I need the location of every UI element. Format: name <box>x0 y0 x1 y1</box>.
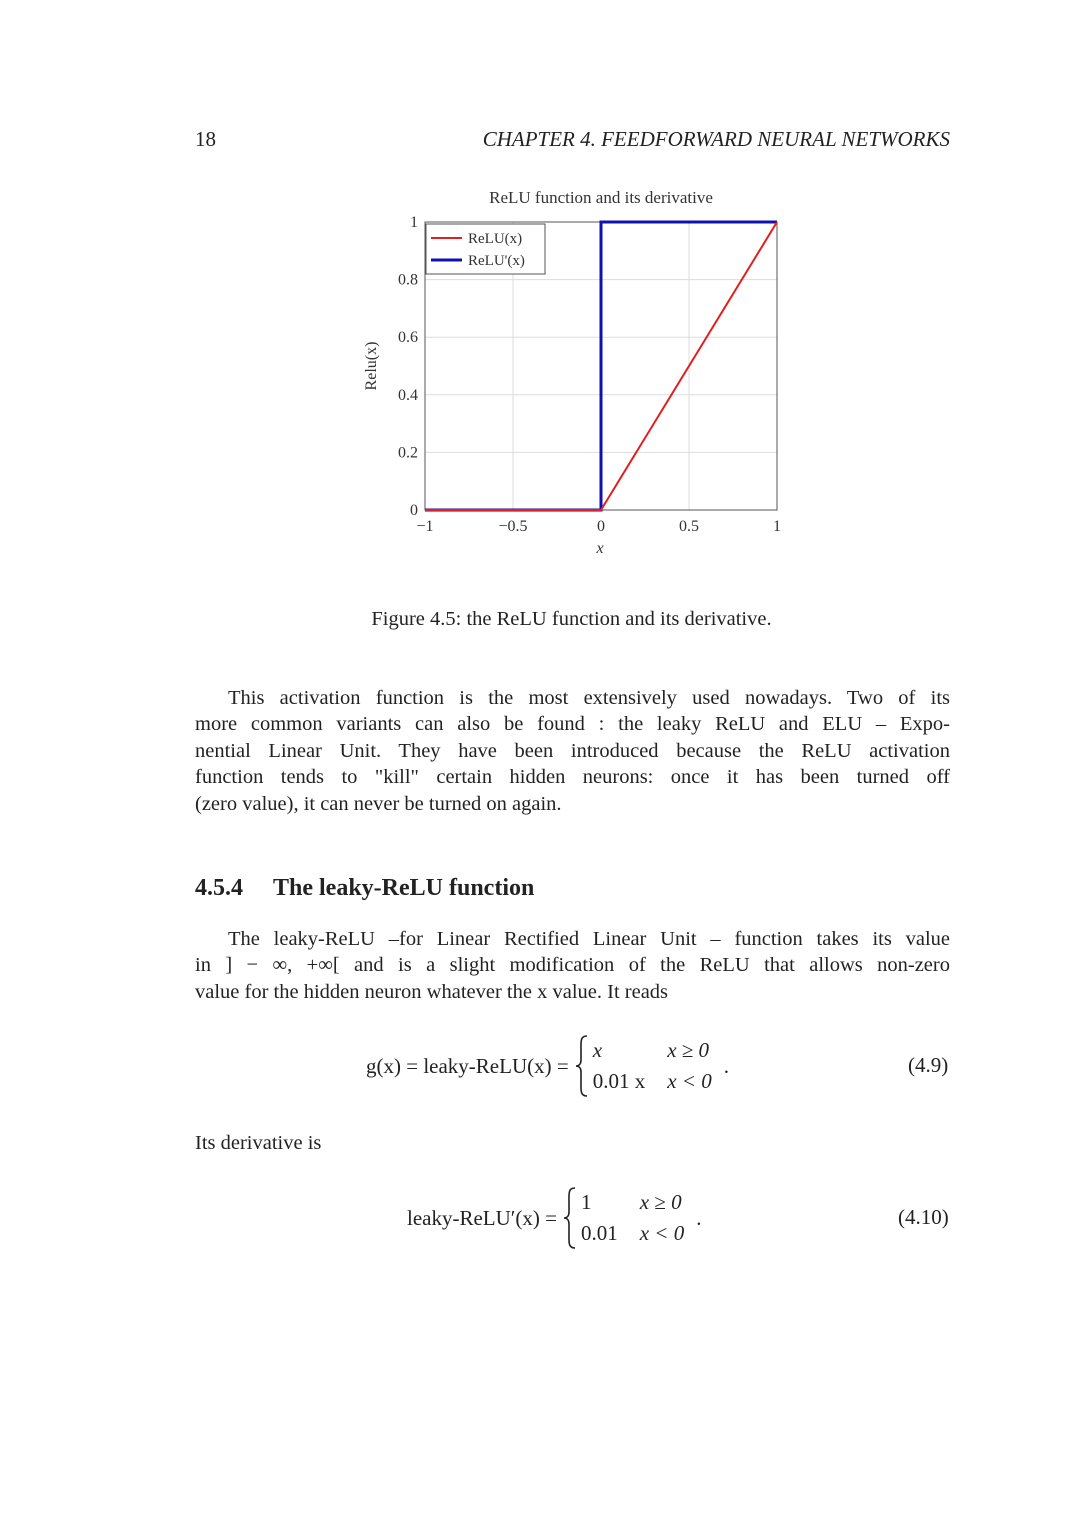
section-number: 4.5.4 <box>195 875 243 901</box>
text-line: in ] − ∞, +∞[ and is a slight modification of the ReLU that allows non-zero <box>195 954 950 977</box>
running-header: CHAPTER 4. FEEDFORWARD NEURAL NETWORKS <box>482 127 950 151</box>
text-line: This activation function is the most extensively used nowadays. Two of its <box>228 687 950 709</box>
equation-4-9 <box>366 1031 729 1101</box>
text-line: value for the hidden neuron whatever the x value. It reads <box>195 980 669 1003</box>
y-tick-label: 0.2 <box>398 444 418 462</box>
x-tick-label: 1 <box>773 518 781 535</box>
text-line: more common variants can also be found : the leaky ReLU and ELU – Expo- <box>195 713 950 736</box>
paragraph-relu-variants <box>195 685 950 817</box>
y-tick-label: 1 <box>410 214 418 231</box>
equation-4-10 <box>407 1183 701 1253</box>
legend-label: ReLU(x) <box>468 231 523 247</box>
y-tick-label: 0 <box>410 502 418 519</box>
y-tick-label: 0.8 <box>398 271 418 289</box>
equation-number: (4.9) <box>908 1053 949 1077</box>
case-condition: x ≥ 0 <box>639 1190 682 1214</box>
case-condition: x < 0 <box>639 1221 685 1245</box>
section-title: The leaky-ReLU function <box>273 875 535 901</box>
text-line: (zero value), it can never be turned on again. <box>195 792 562 815</box>
cases <box>581 1190 684 1246</box>
x-axis-label: x <box>596 540 604 557</box>
legend-label: ReLU'(x) <box>468 253 525 269</box>
case-condition: x < 0 <box>667 1069 712 1093</box>
equation-lhs: leaky-ReLU′(x) = <box>407 1205 557 1230</box>
equation-lhs: g(x) = leaky-ReLU(x) = <box>366 1053 569 1078</box>
paragraph-leaky-relu <box>195 926 950 1005</box>
x-tick-label: 0.5 <box>679 518 699 535</box>
y-tick-label: 0.6 <box>398 329 418 347</box>
case-value: x <box>592 1038 603 1062</box>
figure-caption: Figure 4.5: the ReLU function and its derivative. <box>371 608 772 630</box>
period: . <box>723 1053 729 1078</box>
text-line: nential Linear Unit. They have been introduced because the ReLU activation <box>195 739 950 762</box>
cases <box>593 1038 712 1094</box>
chart-title: ReLU function and its derivative <box>489 188 713 207</box>
text-line: The leaky-ReLU –for Linear Rectified Linear Unit – function takes its value <box>228 928 950 950</box>
x-tick-label: −0.5 <box>498 518 528 535</box>
x-tick-label: −1 <box>416 518 434 535</box>
case-value: 0.01 <box>580 1221 618 1245</box>
brace <box>575 1034 589 1098</box>
relu-chart <box>0 0 1080 580</box>
case-condition: x ≥ 0 <box>667 1038 710 1062</box>
equation-number: (4.10) <box>898 1205 949 1229</box>
case-value: 0.01 x <box>592 1069 646 1093</box>
page-number: 18 <box>195 127 216 151</box>
derivative-intro: Its derivative is <box>195 1132 322 1154</box>
y-axis-label: Relu(x) <box>363 341 380 391</box>
y-tick-label: 0.4 <box>398 386 418 404</box>
brace <box>563 1186 577 1250</box>
text-line: function tends to "kill" certain hidden neurons: once it has been turned off <box>195 766 950 789</box>
x-tick-label: 0 <box>597 518 605 535</box>
case-value: 1 <box>580 1190 592 1214</box>
period: . <box>696 1205 702 1230</box>
